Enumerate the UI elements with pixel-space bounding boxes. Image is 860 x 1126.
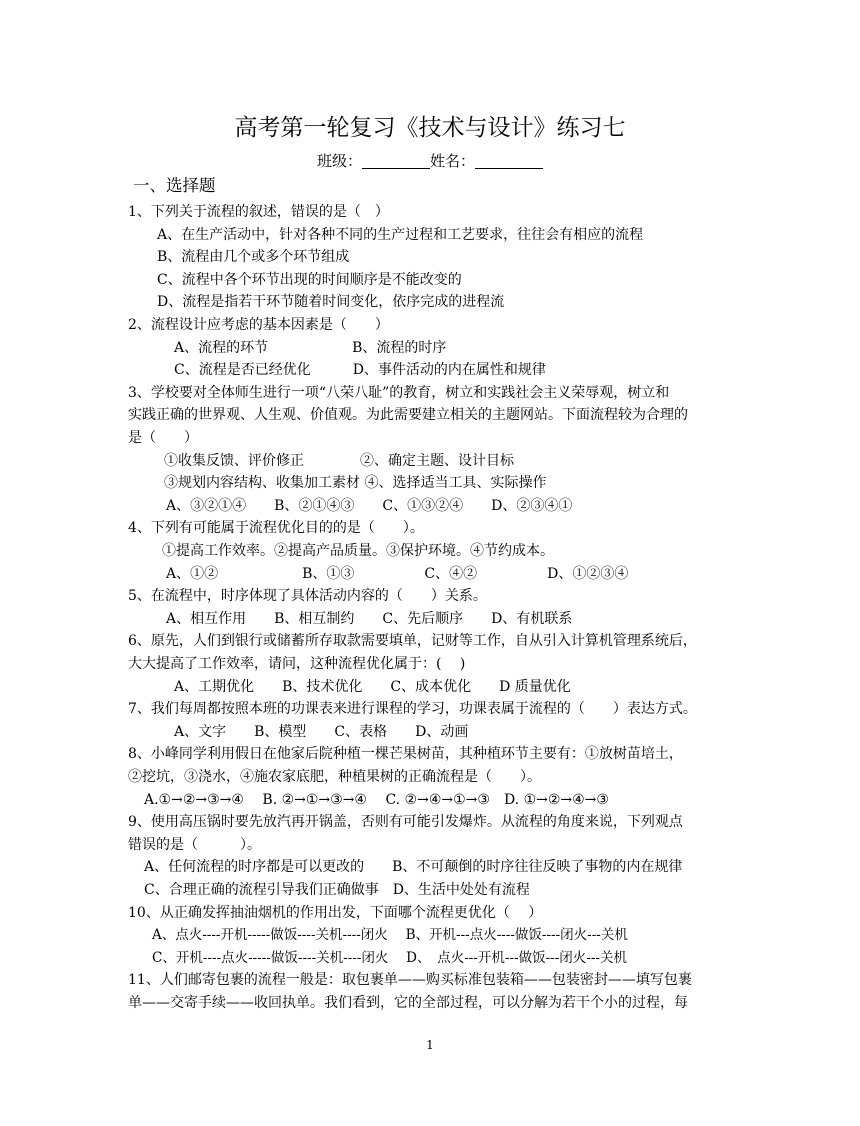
question-11-stem: 11、人们邮寄包裹的流程一般是：取包裹单——购买标准包装箱——包装密封——填写包裹 bbox=[128, 972, 692, 988]
question-8-stem: 8、小峰同学利用假日在他家后院种植一棵芒果树苗，其种植环节主要有：①放树苗培土， bbox=[128, 746, 683, 762]
question-6-stem: 6、原先，人们到银行或储蓄所存取款需要填单，记财等工作，自从引入计算机管理系统后， bbox=[128, 633, 697, 649]
student-info-line bbox=[0, 150, 860, 172]
question-2-stem: 2、流程设计应考虑的基本因素是（ ） bbox=[128, 317, 389, 333]
question-9-stem: 9、使用高压锅时要先放汽再开锅盖，否则有可能引发爆炸。从流程的角度来说，下列观点 bbox=[128, 814, 683, 830]
question-5-stem: 5、在流程中，时序体现了具体活动内容的（ ）关系。 bbox=[128, 588, 487, 604]
question-3-stem-cont: 实践正确的世界观、人生观、价值观。为此需要建立相关的主题网站。下面流程较为合理的 bbox=[128, 407, 688, 423]
question-6-options: A、工期优化 B、技术优化 C、成本优化 D 质量优化 bbox=[174, 679, 571, 695]
question-3-options: A、③②①④ B、②①④③ C、①③②④ D、②③④① bbox=[166, 498, 573, 514]
question-10-options-cd: C、开机----点火-----做饭----关机----闭火 D、 点火---开机---做饭---闭火---关机 bbox=[152, 950, 627, 966]
question-1-option-d: D、流程是指若干环节随着时间变化，依序完成的进程流 bbox=[157, 294, 505, 310]
class-label: 班级： bbox=[316, 152, 362, 170]
page-number: 1 bbox=[426, 1038, 434, 1052]
question-2-options-cd: C、流程是否已经优化 D、事件活动的内在属性和规律 bbox=[174, 362, 546, 378]
question-9-options-cd: C、合理正确的流程引导我们正确做事 D、生活中处处有流程 bbox=[144, 882, 530, 898]
question-7-stem: 7、我们每周都按照本班的功课表来进行课程的学习，功课表属于流程的（ ）表达方式。 bbox=[128, 701, 697, 717]
name-label: 姓名： bbox=[430, 152, 476, 170]
question-9-options-ab: A、任何流程的时序都是可以更改的 B、不可颠倒的时序往往反映了事物的内在规律 bbox=[144, 859, 683, 875]
question-8-options: A.①→②→③→④ B. ②→①→③→④ C. ②→④→①→③ D. ①→②→④→③ bbox=[144, 792, 609, 808]
question-1-option-c: C、流程中各个环节出现的时间顺序是不能改变的 bbox=[157, 272, 462, 288]
question-3-items-12: ①收集反馈、评价修正 ②、确定主题、设计目标 bbox=[164, 453, 514, 469]
section-heading: 一、选择题 bbox=[133, 176, 216, 195]
question-2-options-ab: A、流程的环节 B、流程的时序 bbox=[174, 340, 447, 356]
question-9-stem-cont: 错误的是（ ）。 bbox=[128, 837, 261, 853]
question-1-option-a: A、在生产活动中，针对各种不同的生产过程和工艺要求，往往会有相应的流程 bbox=[157, 227, 644, 243]
question-10-options-ab: A、点火----开机-----做饭----关机----闭火 B、开机---点火----做饭----闭火---关机 bbox=[152, 927, 628, 943]
question-8-stem-cont: ②挖坑，③浇水，④施农家底肥，种植果树的正确流程是（ ）。 bbox=[128, 769, 541, 785]
question-3-items-34: ③规划内容结构、收集加工素材 ④、选择适当工具、实际操作 bbox=[164, 475, 547, 491]
question-7-options: A、文字 B、模型 C、表格 D、动画 bbox=[174, 724, 469, 740]
question-4-options: A、①② B、①③ C、④② D、①②③④ bbox=[166, 566, 629, 582]
question-10-stem: 10、从正确发挥抽油烟机的作用出发，下面哪个流程更优化（ ） bbox=[128, 905, 543, 921]
question-3-stem: 3、学校要对全体师生进行一项“八荣八耻”的教育，树立和实践社会主义荣辱观，树立和 bbox=[128, 385, 670, 401]
name-blank[interactable] bbox=[475, 152, 543, 169]
question-1-stem: 1、下列关于流程的叙述，错误的是（ ） bbox=[128, 204, 389, 220]
question-6-stem-cont: 大大提高了工作效率，请问，这种流程优化属于：( ) bbox=[128, 656, 466, 672]
class-blank[interactable] bbox=[362, 152, 430, 169]
question-4-items: ①提高工作效率。②提高产品质量。③保护环境。④节约成本。 bbox=[162, 543, 554, 559]
question-5-options: A、相互作用 B、相互制约 C、先后顺序 D、有机联系 bbox=[166, 611, 573, 627]
question-3-stem-end: 是（ ） bbox=[128, 430, 198, 446]
question-1-option-b: B、流程由几个或多个环节组成 bbox=[157, 249, 350, 265]
page-title: 高考第一轮复习《技术与设计》练习七 bbox=[234, 115, 626, 141]
question-4-stem: 4、下列有可能属于流程优化目的的是（ ）。 bbox=[128, 520, 424, 536]
question-11-stem-cont: 单——交寄手续——收回执单。我们看到，它的全部过程，可以分解为若干个小的过程，每 bbox=[128, 995, 688, 1011]
